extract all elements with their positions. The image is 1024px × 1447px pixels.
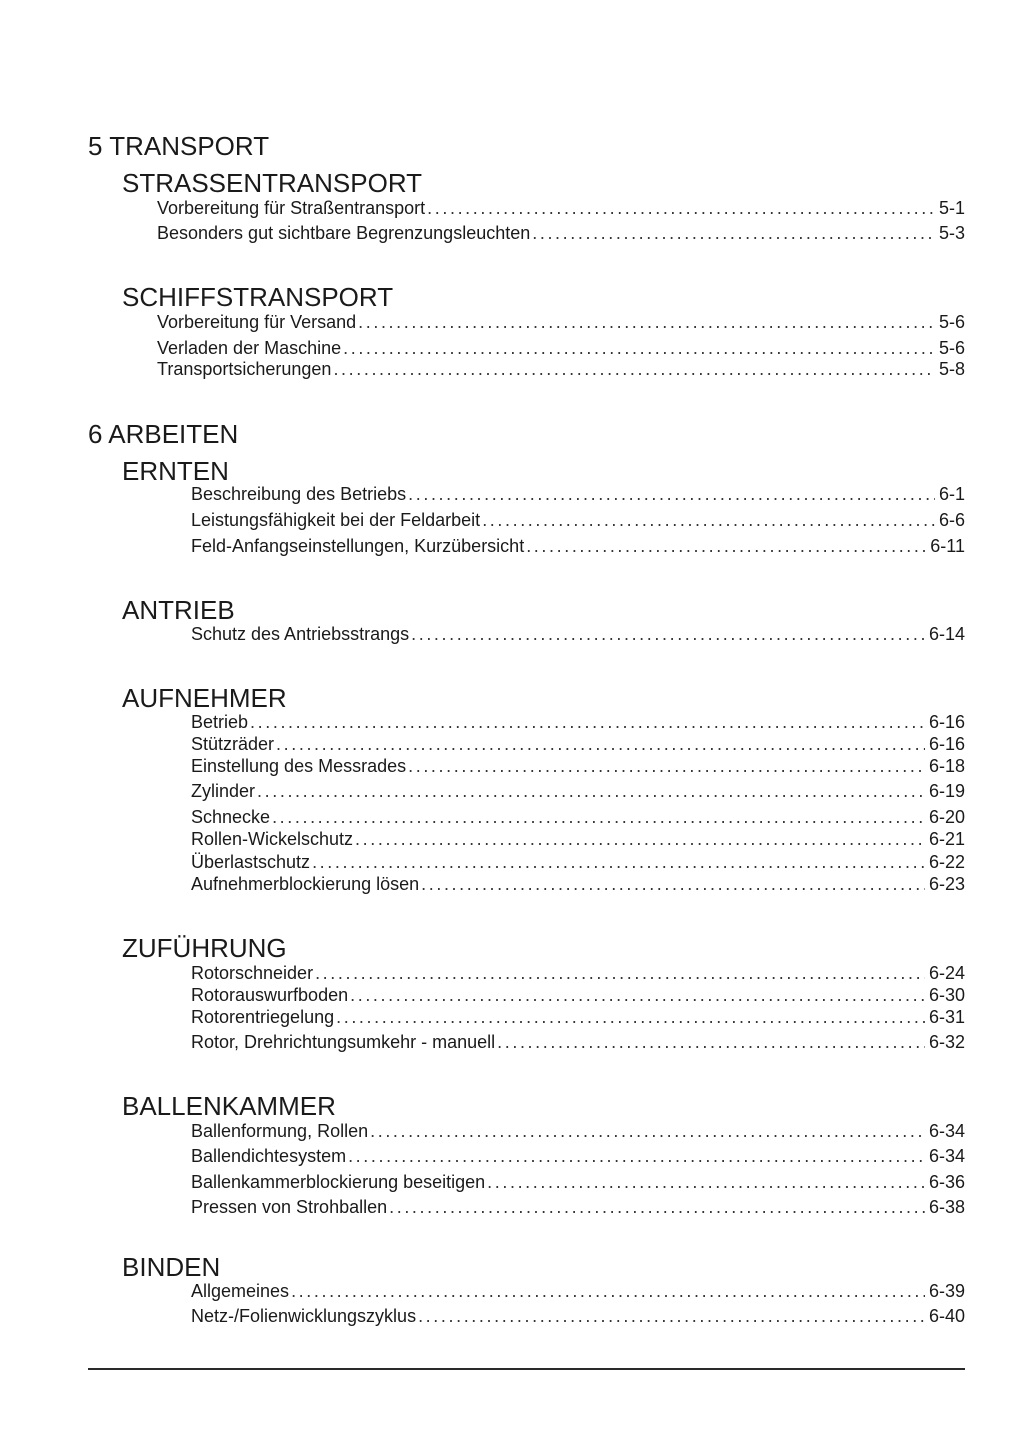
toc-entry[interactable] bbox=[191, 1305, 965, 1327]
section-title: BALLENKAMMER bbox=[122, 1091, 336, 1121]
toc-entry-title: Zylinder bbox=[191, 781, 256, 801]
toc-entry-title: Schutz des Antriebsstrangs bbox=[191, 624, 410, 644]
toc-entry-title: Rollen-Wickelschutz bbox=[191, 829, 354, 849]
dot-leader bbox=[370, 1120, 925, 1142]
dot-leader bbox=[389, 1196, 925, 1218]
toc-entry-page: 6-21 bbox=[928, 829, 965, 849]
toc-entry[interactable] bbox=[191, 623, 965, 645]
dot-leader bbox=[272, 806, 925, 828]
toc-entry-title: Rotorschneider bbox=[191, 963, 314, 983]
dot-leader bbox=[408, 755, 925, 777]
toc-entry-title: Rotorentriegelung bbox=[191, 1007, 335, 1027]
toc-entry-page: 6-31 bbox=[928, 1007, 965, 1027]
toc-entry[interactable] bbox=[191, 984, 965, 1006]
toc-entry-title: Beschreibung des Betriebs bbox=[191, 484, 407, 504]
dot-leader bbox=[421, 873, 925, 895]
toc-entry-title: Netz-/Folienwicklungszyklus bbox=[191, 1306, 417, 1326]
dot-leader bbox=[418, 1305, 925, 1327]
section-title: STRASSENTRANSPORT bbox=[122, 168, 423, 198]
toc-entry-page: 6-38 bbox=[928, 1197, 965, 1217]
toc-entry-title: Schnecke bbox=[191, 807, 271, 827]
dot-leader bbox=[250, 711, 925, 733]
footer-rule bbox=[88, 1368, 965, 1370]
toc-entry-title: Besonders gut sichtbare Begrenzungsleuchten bbox=[157, 223, 531, 243]
chapter-title: 6 ARBEITEN bbox=[88, 419, 239, 449]
toc-entry-page: 5-6 bbox=[938, 312, 965, 332]
toc-entry-page: 6-39 bbox=[928, 1281, 965, 1301]
toc-entry[interactable] bbox=[191, 780, 965, 802]
toc-entry-title: Aufnehmerblockierung lösen bbox=[191, 874, 420, 894]
toc-entry-page: 5-3 bbox=[938, 223, 965, 243]
toc-entry[interactable] bbox=[191, 733, 965, 755]
toc-entry[interactable] bbox=[191, 851, 965, 873]
dot-leader bbox=[358, 311, 935, 333]
section-title: AUFNEHMER bbox=[122, 683, 287, 713]
toc-entry-page: 6-16 bbox=[928, 734, 965, 754]
toc-entry-page: 6-34 bbox=[928, 1121, 965, 1141]
toc-entry-page: 6-1 bbox=[938, 484, 965, 504]
toc-entry[interactable] bbox=[191, 509, 965, 531]
dot-leader bbox=[526, 535, 926, 557]
toc-entry[interactable] bbox=[191, 1280, 965, 1302]
toc-entry[interactable] bbox=[191, 1145, 965, 1167]
toc-entry[interactable] bbox=[191, 483, 965, 505]
toc-entry-title: Leistungsfähigkeit bei der Feldarbeit bbox=[191, 510, 481, 530]
section-title: SCHIFFSTRANSPORT bbox=[122, 282, 394, 312]
section-title: ZUFÜHRUNG bbox=[122, 933, 287, 963]
dot-leader bbox=[411, 623, 925, 645]
section-title: ERNTEN bbox=[122, 456, 229, 486]
dot-leader bbox=[427, 197, 935, 219]
toc-entry[interactable] bbox=[191, 711, 965, 733]
dot-leader bbox=[336, 1006, 925, 1028]
toc-entry-page: 5-8 bbox=[938, 359, 965, 379]
toc-entry[interactable] bbox=[157, 337, 965, 359]
dot-leader bbox=[348, 1145, 925, 1167]
dot-leader bbox=[315, 962, 925, 984]
toc-entry[interactable] bbox=[191, 535, 965, 557]
toc-entry-page: 6-32 bbox=[928, 1032, 965, 1052]
toc-entry-page: 6-34 bbox=[928, 1146, 965, 1166]
toc-entry-page: 6-20 bbox=[928, 807, 965, 827]
toc-entry-title: Einstellung des Messrades bbox=[191, 756, 407, 776]
dot-leader bbox=[312, 851, 925, 873]
toc-entry-title: Verladen der Maschine bbox=[157, 338, 342, 358]
dot-leader bbox=[257, 780, 925, 802]
toc-entry-page: 6-24 bbox=[928, 963, 965, 983]
toc-entry[interactable] bbox=[157, 358, 965, 380]
toc-entry[interactable] bbox=[191, 806, 965, 828]
chapter-title: 5 TRANSPORT bbox=[88, 131, 270, 161]
toc-entry-page: 6-40 bbox=[928, 1306, 965, 1326]
toc-entry-page: 6-11 bbox=[930, 536, 965, 556]
toc-entry-title: Rotorauswurfboden bbox=[191, 985, 349, 1005]
toc-entry[interactable] bbox=[191, 1031, 965, 1053]
dot-leader bbox=[333, 358, 935, 380]
toc-entry-title: Ballendichtesystem bbox=[191, 1146, 347, 1166]
toc-entry-title: Vorbereitung für Straßentransport bbox=[157, 198, 426, 218]
toc-entry-page: 6-22 bbox=[928, 852, 965, 872]
toc-entry-page: 6-36 bbox=[928, 1172, 965, 1192]
dot-leader bbox=[291, 1280, 925, 1302]
toc-entry-title: Pressen von Strohballen bbox=[191, 1197, 388, 1217]
dot-leader bbox=[355, 828, 925, 850]
toc-entry-page: 6-23 bbox=[928, 874, 965, 894]
toc-entry[interactable] bbox=[191, 828, 965, 850]
dot-leader bbox=[343, 337, 935, 359]
dot-leader bbox=[482, 509, 935, 531]
toc-entry[interactable] bbox=[157, 222, 965, 244]
toc-entry-title: Betrieb bbox=[191, 712, 249, 732]
toc-entry[interactable] bbox=[191, 1171, 965, 1193]
dot-leader bbox=[487, 1171, 925, 1193]
toc-entry-page: 6-6 bbox=[938, 510, 965, 530]
toc-entry-title: Allgemeines bbox=[191, 1281, 290, 1301]
toc-entry[interactable] bbox=[191, 962, 965, 984]
dot-leader bbox=[532, 222, 935, 244]
toc-entry-title: Transportsicherungen bbox=[157, 359, 332, 379]
toc-entry-title: Ballenformung, Rollen bbox=[191, 1121, 369, 1141]
toc-entry[interactable] bbox=[157, 311, 965, 333]
toc-entry-title: Rotor, Drehrichtungsumkehr - manuell bbox=[191, 1032, 496, 1052]
toc-entry[interactable] bbox=[191, 1196, 965, 1218]
toc-entry-title: Überlastschutz bbox=[191, 852, 311, 872]
toc-entry-page: 5-1 bbox=[938, 198, 965, 218]
toc-entry[interactable] bbox=[157, 197, 965, 219]
toc-entry-page: 6-19 bbox=[928, 781, 965, 801]
dot-leader bbox=[497, 1031, 925, 1053]
toc-entry-page: 5-6 bbox=[938, 338, 965, 358]
toc-entry-title: Stützräder bbox=[191, 734, 275, 754]
toc-entry[interactable] bbox=[191, 873, 965, 895]
section-title: ANTRIEB bbox=[122, 595, 235, 625]
toc-entry[interactable] bbox=[191, 755, 965, 777]
toc-entry-page: 6-18 bbox=[928, 756, 965, 776]
toc-entry-page: 6-14 bbox=[928, 624, 965, 644]
toc-entry-page: 6-30 bbox=[928, 985, 965, 1005]
dot-leader bbox=[276, 733, 925, 755]
dot-leader bbox=[408, 483, 935, 505]
toc-entry[interactable] bbox=[191, 1006, 965, 1028]
toc-entry-title: Vorbereitung für Versand bbox=[157, 312, 357, 332]
section-title: BINDEN bbox=[122, 1252, 221, 1282]
dot-leader bbox=[350, 984, 925, 1006]
toc-entry[interactable] bbox=[191, 1120, 965, 1142]
toc-entry-title: Feld-Anfangseinstellungen, Kurzübersicht bbox=[191, 536, 525, 556]
toc-entry-title: Ballenkammerblockierung beseitigen bbox=[191, 1172, 486, 1192]
toc-entry-page: 6-16 bbox=[928, 712, 965, 732]
